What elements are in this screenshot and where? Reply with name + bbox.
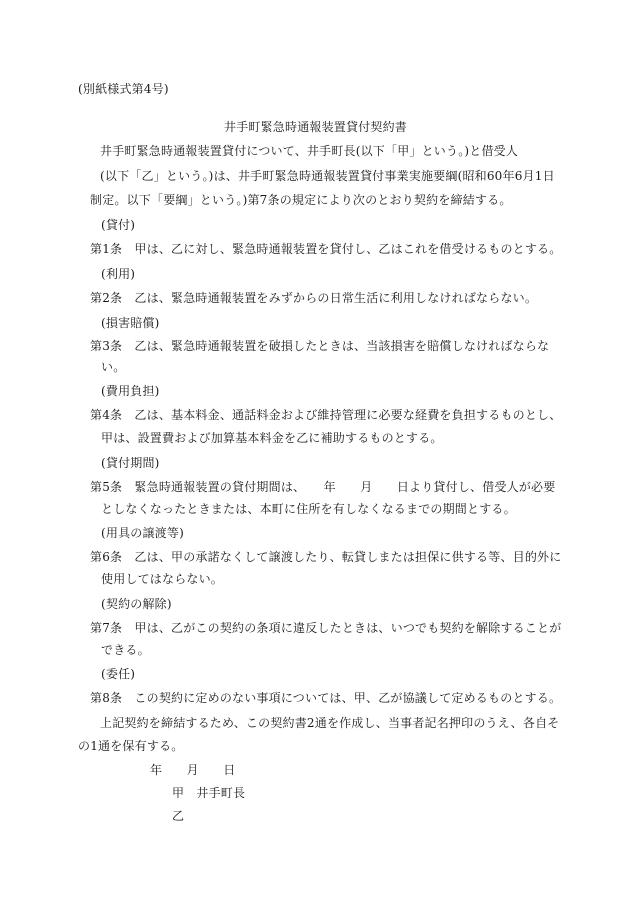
contract-date: 年 月 日 <box>150 763 236 777</box>
article-heading: (費用負担) <box>101 384 160 398</box>
article-2-text: 第2条 乙は、緊急時通報装置をみずからの日常生活に利用しなければならない。 <box>90 291 538 305</box>
intro-line: 制定。以下「要綱」という。)第7条の規定により次のとおり契約を締結する。 <box>90 193 512 207</box>
article-7-text: 第7条 甲は、乙がこの契約の条項に違反したときは、いつでも契約を解除することが <box>90 621 562 635</box>
article-4-text: 第4条 乙は、基本料金、通話料金および維持管理に必要な経費を負担するものとし、 <box>90 408 562 422</box>
article-5-text: 第5条 緊急時通報装置の貸付期間は、 年 月 日より貸付し、借受人が必要 <box>90 480 556 494</box>
article-5-text: としなくなったときまたは、本町に住所を有しなくなるまでの期間とする。 <box>101 502 516 516</box>
article-7-text: できる。 <box>101 643 150 657</box>
article-heading: (契約の解除) <box>101 597 172 611</box>
party-b-signature: 乙 <box>172 809 185 823</box>
article-3-text: 第3条 乙は、緊急時通報装置を破損したときは、当該損害を賠償しなければならな <box>90 339 550 353</box>
article-heading: (用具の譲渡等) <box>101 526 184 540</box>
article-4-text: 甲は、設置費および加算基本料金を乙に補助するものとする。 <box>101 431 443 445</box>
article-heading: (貸付) <box>101 218 136 232</box>
article-1-text: 第1条 甲は、乙に対し、緊急時通報装置を貸付し、乙はこれを借受けるものとする。 <box>90 242 562 256</box>
article-3-text: い。 <box>101 360 126 374</box>
article-6-text: 使用してはならない。 <box>101 572 224 586</box>
article-heading: (委任) <box>101 667 136 681</box>
closing-text: の1通を保有する。 <box>78 739 184 753</box>
intro-line: 井手町緊急時通報装置貸付について、井手町長(以下「甲」という。)と借受人 <box>100 144 519 158</box>
party-a-signature: 甲 井手町長 <box>172 786 246 800</box>
document-title: 井手町緊急時通報装置貸付契約書 <box>224 120 408 134</box>
article-heading: (貸付期間) <box>101 456 160 470</box>
article-8-text: 第8条 この契約に定めのない事項については、甲、乙が協議して定めるものとする。 <box>90 691 562 705</box>
article-heading: (利用) <box>101 267 136 281</box>
article-6-text: 第6条 乙は、甲の承諾なくして譲渡したり、転貸しまたは担保に供する等、目的外に <box>90 550 562 564</box>
intro-line: (以下「乙」という。)は、井手町緊急時通報装置貸付事業実施要綱(昭和60年6月1日 <box>100 169 555 183</box>
form-number: (別紙様式第4号) <box>78 82 169 96</box>
closing-text: 上記契約を締結するため、この契約書2通を作成し、当事者記名押印のうえ、各自そ <box>100 716 560 730</box>
article-heading: (損害賠償) <box>101 316 160 330</box>
